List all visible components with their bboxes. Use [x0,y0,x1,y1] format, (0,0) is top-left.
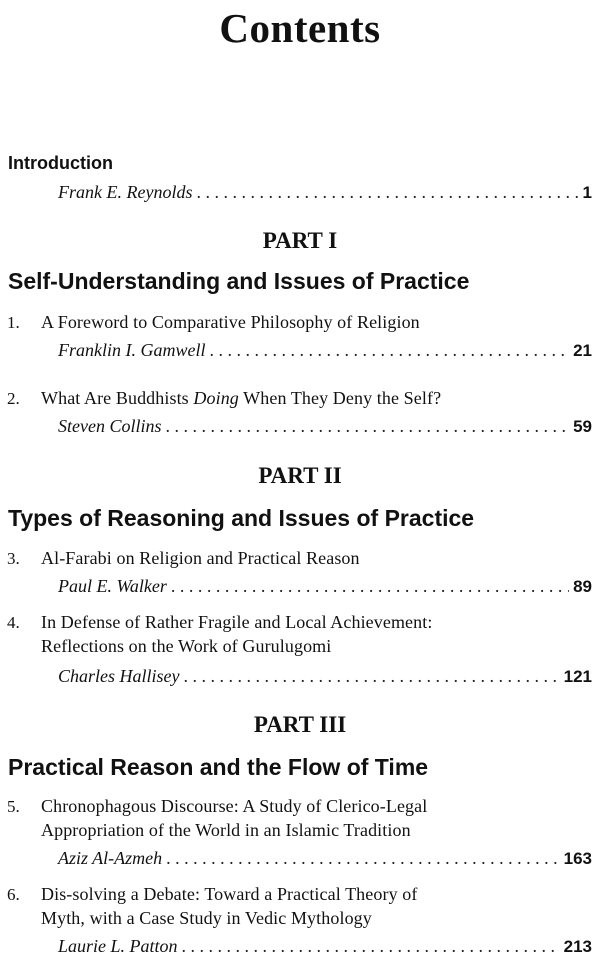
part-2-title: Types of Reasoning and Issues of Practice [8,505,475,531]
page-title: Contents [219,5,381,51]
part-1-label: PART I [262,228,338,253]
introduction-entry [58,182,592,203]
entry-4-number: 4. [7,613,20,632]
dot-leader [209,340,569,361]
dot-leader [166,848,559,869]
entry-5-number: 5. [7,797,20,816]
introduction-label: Introduction [8,153,113,173]
dot-leader [184,666,560,687]
entry-2-title: What Are Buddhists Doing When They Deny the Self? [41,388,442,408]
entry-5-author: Aziz Al-Azmeh [58,848,163,868]
part-1-title: Self-Understanding and Issues of Practice [8,268,470,294]
dot-leader [165,416,569,437]
entry-4-title-line-1: In Defense of Rather Fragile and Local Achievement: [41,612,433,632]
entry-6-title-line-1: Dis-solving a Debate: Toward a Practical Theory of [41,884,418,904]
entry-1-page-number: 21 [573,341,592,360]
entry-3-number: 3. [7,549,20,568]
part-2-label: PART II [258,463,342,488]
entry-1-number: 1. [7,313,20,332]
entry-3-page-number: 89 [573,577,592,596]
entry-6-author: Laurie L. Patton [58,936,178,956]
entry-5-author-line [58,848,592,869]
entry-6-page-number: 213 [563,937,592,956]
entry-6-title-line-2: Myth, with a Case Study in Vedic Mythology [41,908,372,928]
entry-4-author-line [58,666,592,687]
entry-5-title-line-1: Chronophagous Discourse: A Study of Clerico-Legal [41,796,428,816]
entry-1-author: Franklin I. Gamwell [58,340,206,360]
dot-leader [171,576,569,597]
entry-5-title-line-2: Appropriation of the World in an Islamic Tradition [41,820,411,840]
entry-6-author-line [58,936,592,957]
entry-1-title: A Foreword to Comparative Philosophy of Religion [41,312,420,332]
entry-3-author: Paul E. Walker [58,576,167,596]
entry-4-page-number: 121 [563,667,592,686]
entry-3-author-line [58,576,592,597]
part-3-label: PART III [253,712,347,737]
entry-2-page-number: 59 [573,417,592,436]
entry-4-title-line-2: Reflections on the Work of Gurulugomi [41,636,332,656]
dot-leader [196,182,578,203]
entry-2-number: 2. [7,389,20,408]
entry-6-number: 6. [7,885,20,904]
entry-3-title: Al-Farabi on Religion and Practical Reason [41,548,360,568]
entry-2-author-line [58,416,592,437]
entry-5-page-number: 163 [563,849,592,868]
introduction-author: Frank E. Reynolds [58,182,193,202]
entry-1-author-line [58,340,592,361]
dot-leader [182,936,560,957]
part-3-title: Practical Reason and the Flow of Time [8,754,429,780]
introduction-page-number: 1 [582,183,592,202]
entry-2-author: Steven Collins [58,416,162,436]
entry-4-author: Charles Hallisey [58,666,180,686]
